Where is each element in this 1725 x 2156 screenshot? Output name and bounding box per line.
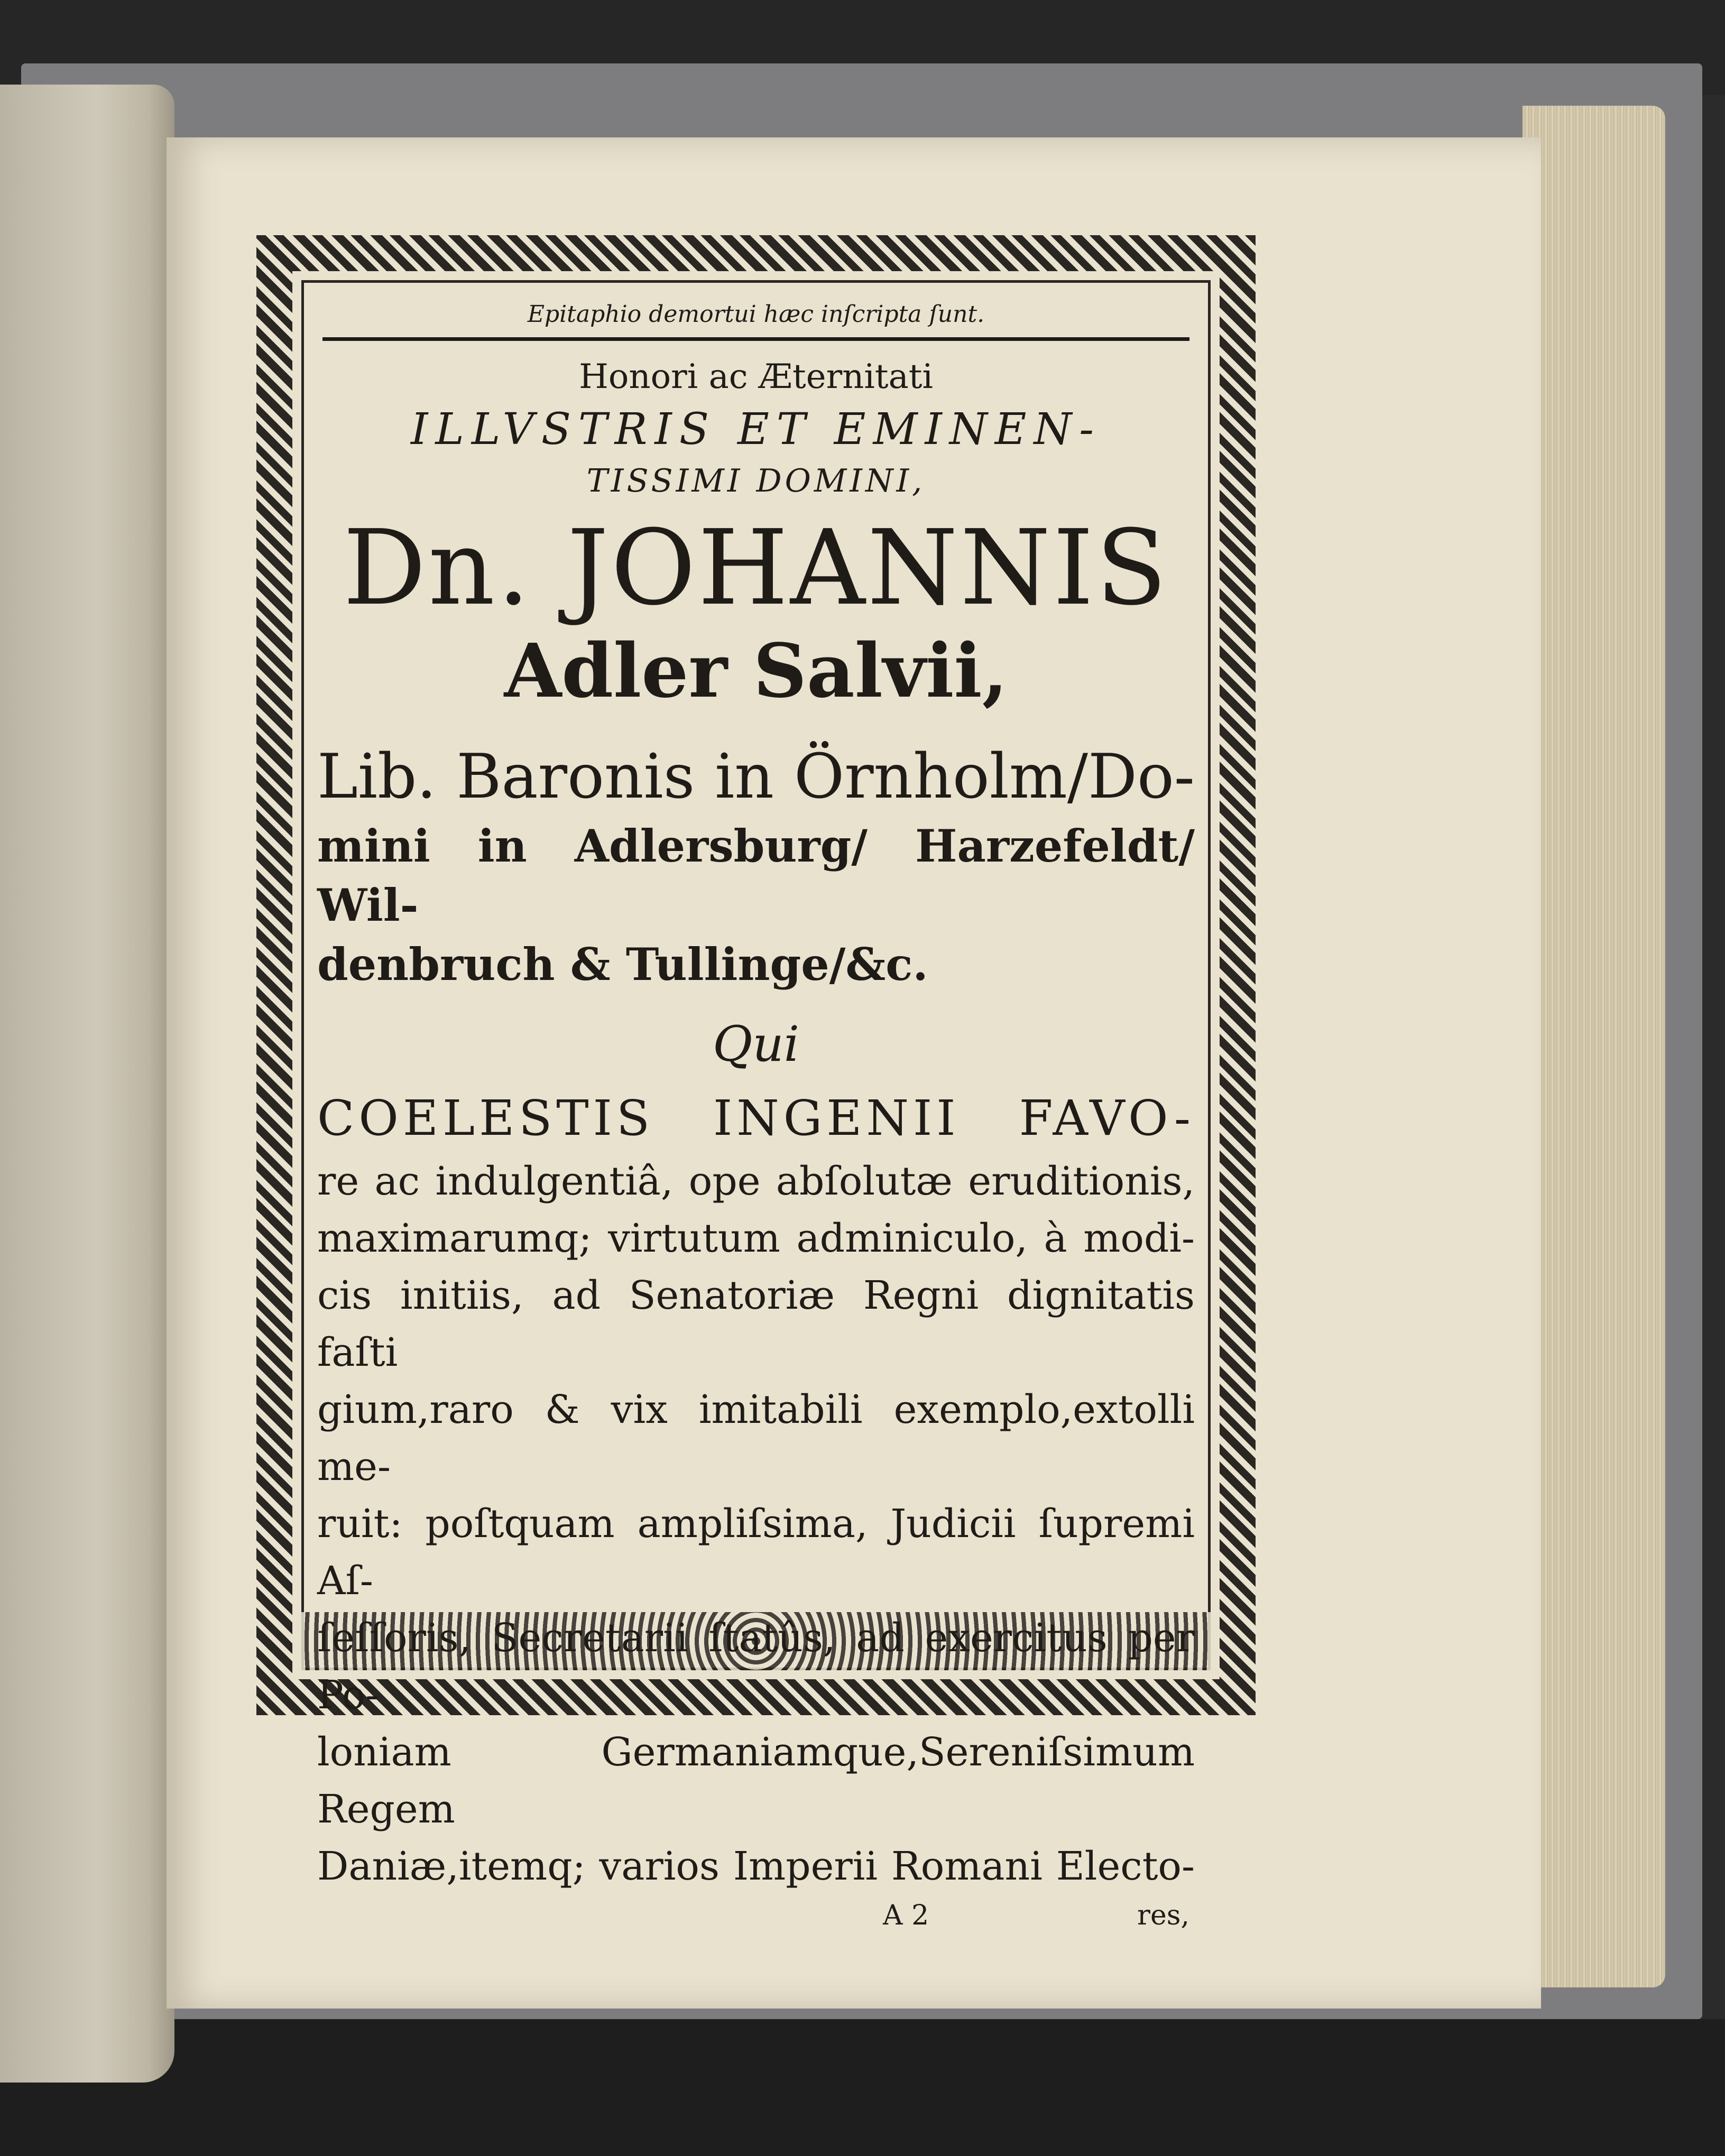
- title-line-illustris: ILLVSTRIS ET EMINEN-: [411, 404, 1101, 455]
- title-line-domini: mini in Adlersburg/ Harzefeldt/ Wil-: [317, 820, 1195, 931]
- page-footer: [317, 1897, 1195, 1934]
- body-line: ſeſſoris, Secretarii ſtatûs, ad exercitus per Po-: [317, 1615, 1195, 1718]
- body-line: loniam Germaniamque,Sereniſsimum Regem: [317, 1729, 1195, 1832]
- body-line: ruit: poſtquam ampliſsima, Judicii ſupremi Aſ-: [317, 1501, 1195, 1604]
- title-line-baronis: Lib. Baronis in Örnholm/Do-: [317, 741, 1195, 812]
- facing-page-edge: [0, 85, 174, 2083]
- header-caption: Epitaphio demortui hæc inſcripta ſunt.: [527, 301, 985, 328]
- qui-line: Qui: [712, 1016, 800, 1072]
- name-line-johannis: Dn. JOHANNIS: [343, 508, 1169, 628]
- backdrop-bottom: [0, 2019, 1725, 2156]
- title-line-denbruch: denbruch & Tullinge/&c.: [317, 938, 928, 991]
- dedication-line: Honori ac Æternitati: [579, 357, 933, 396]
- body-line: COELESTIS INGENII FAVO-: [317, 1090, 1195, 1146]
- title-line-tissimi: TISSIMI DOMINI,: [586, 462, 926, 499]
- signature-mark: A 2: [883, 1900, 929, 1931]
- catchword: res,: [1137, 1900, 1189, 1931]
- body-line: gium,raro & vix imitabili exemplo,extolli me-: [317, 1387, 1195, 1489]
- name-line-adler: Adler Salvii,: [504, 628, 1008, 715]
- page-text: [317, 296, 1195, 1934]
- body-line: maximarumq; virtutum adminiculo, à modi-: [317, 1216, 1195, 1261]
- body-line: cis initiis, ad Senatoriæ Regni dignitatis faſti: [317, 1273, 1195, 1375]
- body-line: Daniæ,itemq; varios Imperii Romani Electo-: [317, 1844, 1195, 1889]
- page-stack-edges: [1523, 106, 1665, 1987]
- body-line: re ac indulgentiâ, ope abſolutæ eruditionis,: [317, 1159, 1195, 1204]
- header-rule: [322, 337, 1189, 341]
